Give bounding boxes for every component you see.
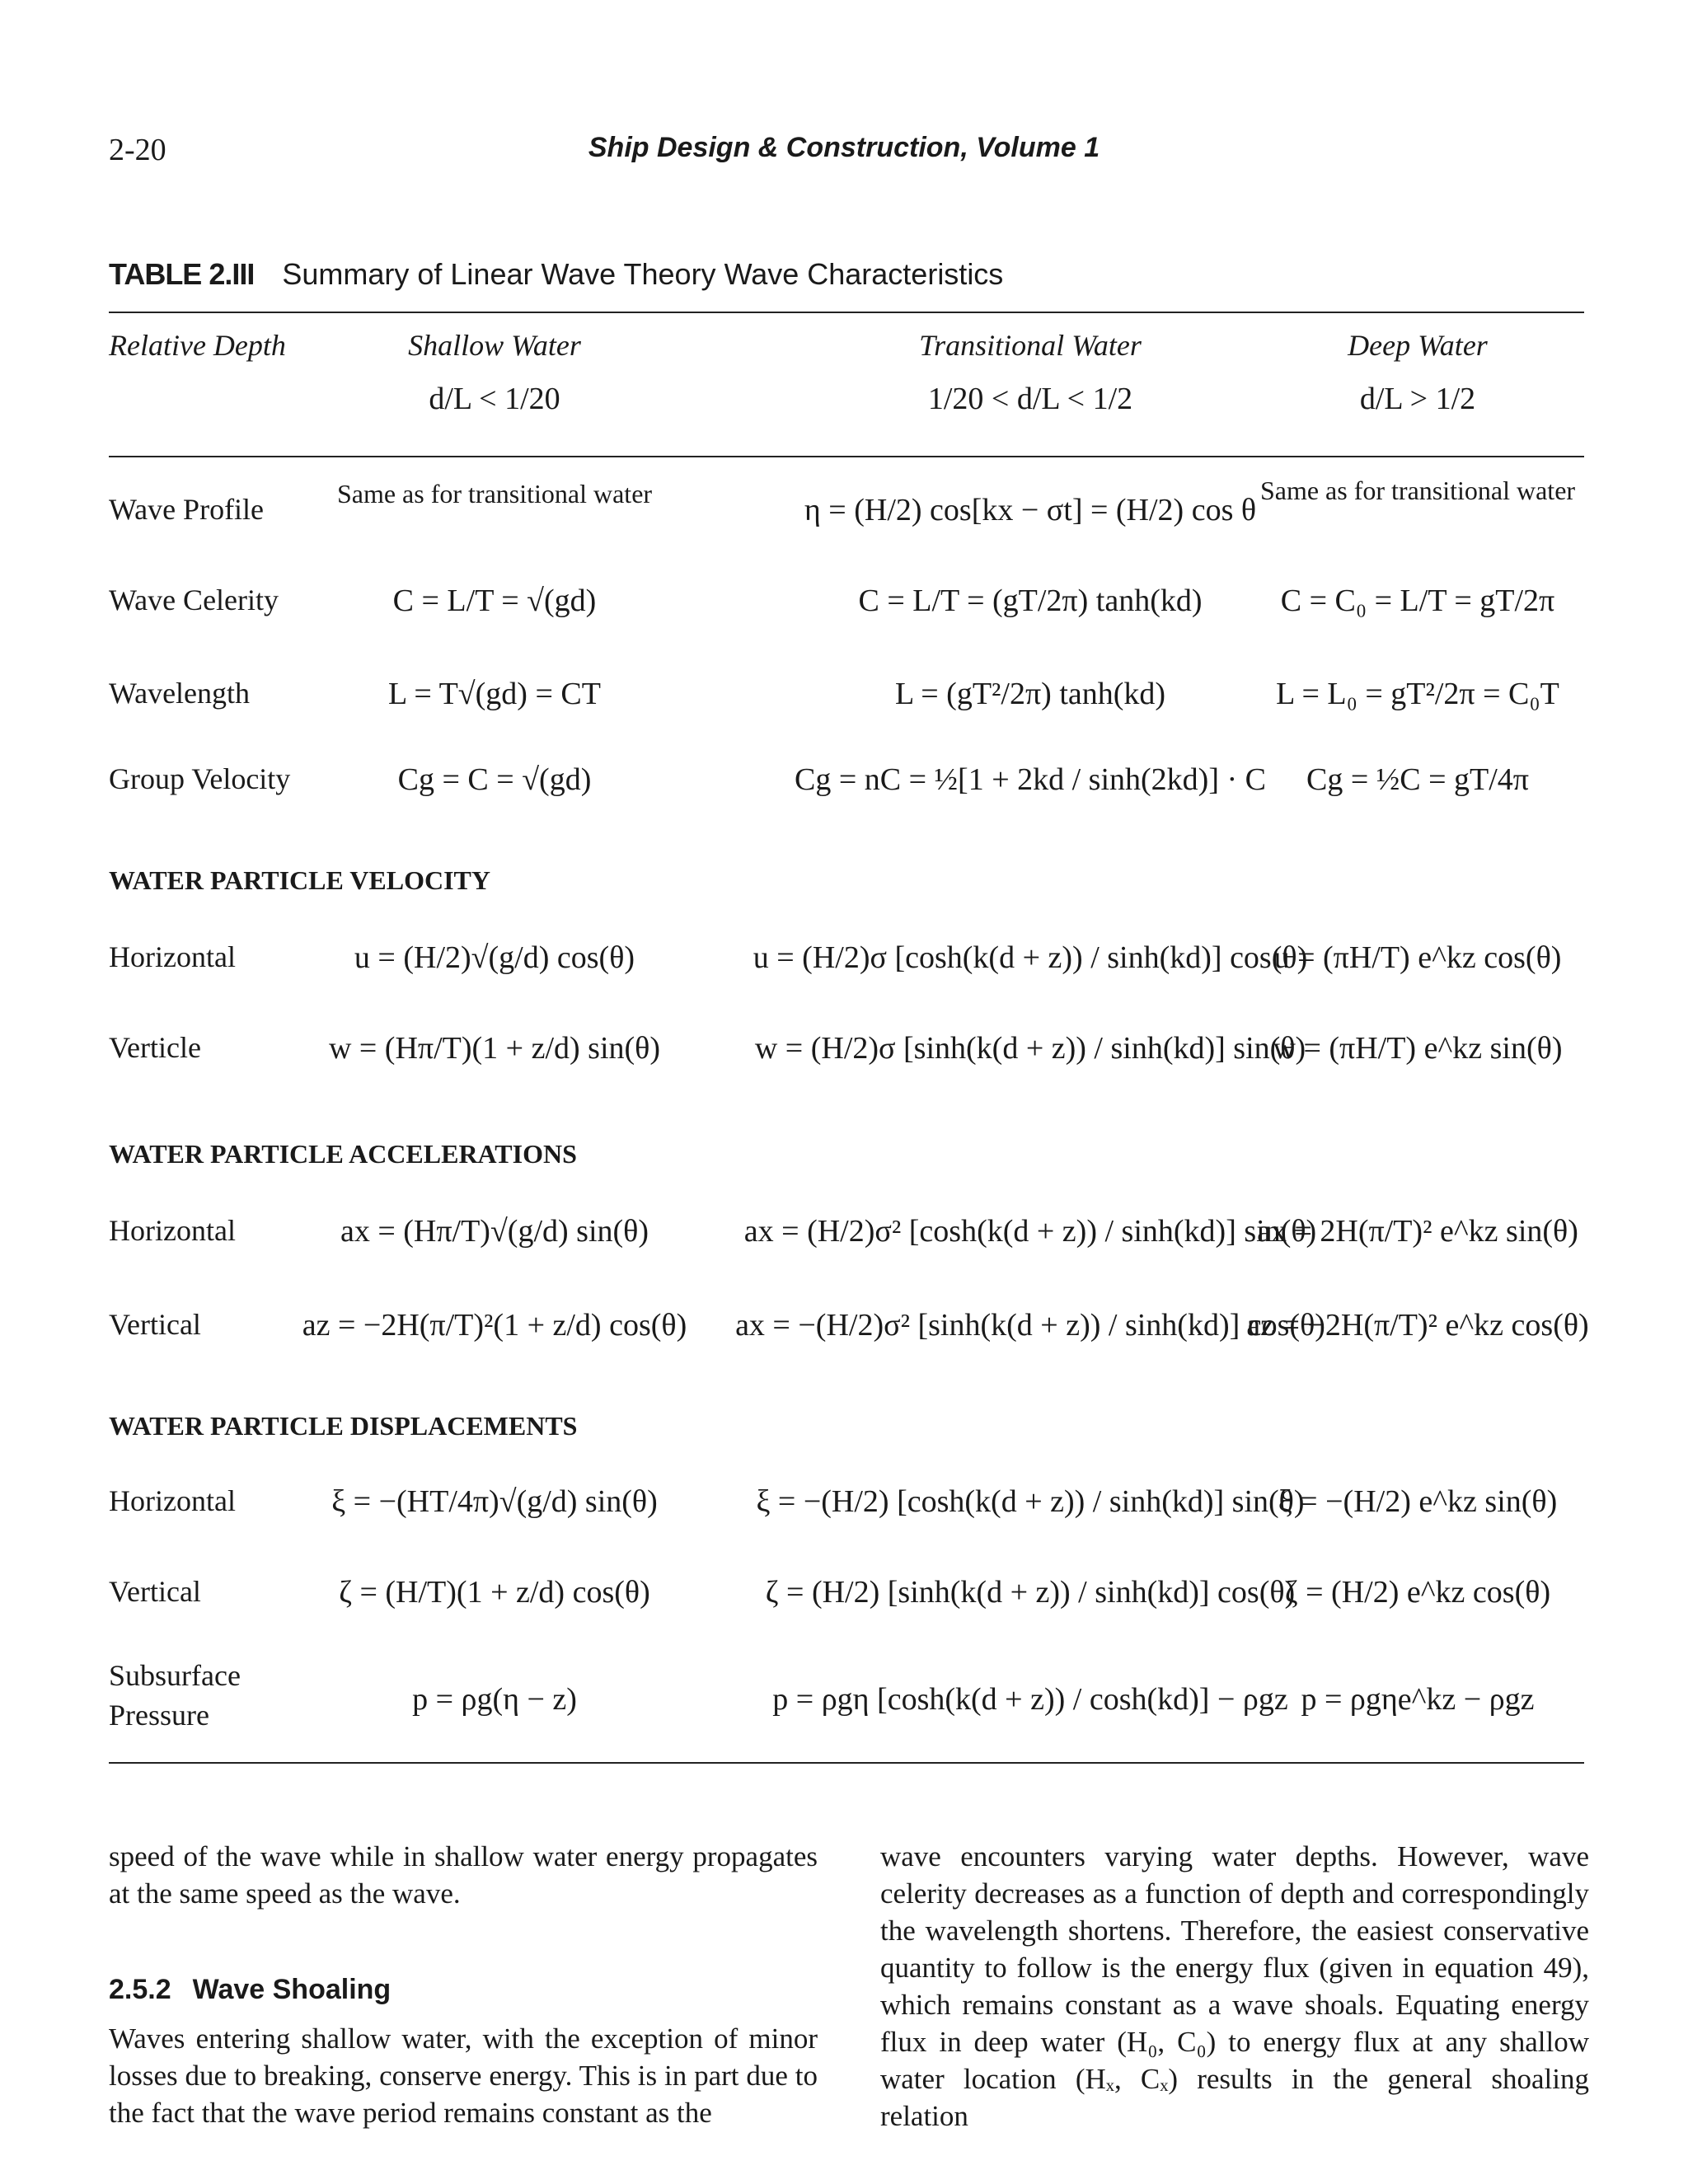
row-label-pressure-line2: Pressure (109, 1699, 209, 1732)
disp-vertical-deep: ζ = (H/2) e^kz cos(θ) (1284, 1575, 1551, 1610)
body-paragraph: speed of the wave while in shallow water energy propagates at the same speed as the wave. (109, 1840, 818, 1910)
velocity-horizontal-deep: u = (πH/T) e^kz cos(θ) (1273, 940, 1562, 975)
wave-profile-deep: Same as for transitional water (1259, 476, 1576, 505)
accel-horizontal-deep: ax = 2H(π/T)² e^kz sin(θ) (1257, 1214, 1578, 1249)
velocity-vertical-deep: w = (πH/T) e^kz sin(θ) (1273, 1031, 1563, 1066)
row-label-wave-profile: Wave Profile (109, 493, 265, 526)
row-label-disp-vertical: Vertical (109, 1575, 201, 1608)
wavelength-deep: L = L₀ = gT²/2π = C₀T (1276, 677, 1559, 711)
wavelength-transitional: L = (gT²/2π) tanh(kd) (894, 677, 1166, 711)
col-head-deep: Deep Water (1348, 329, 1488, 362)
body-left-column (109, 1838, 818, 2131)
table-title: Summary of Linear Wave Theory Wave Characteristics (282, 257, 1004, 291)
wave-celerity-transitional: C = L/T = (gT/2π) tanh(kd) (858, 583, 1203, 618)
pressure-shallow: p = ρg(η − z) (412, 1682, 577, 1717)
body-paragraph: Waves entering shallow water, with the exception of minor losses due to breaking, conserve energy. This is in part due to the fact that the wave period remains constant as the (109, 2022, 818, 2129)
col-head-relative-depth: Relative Depth (109, 329, 286, 362)
group-velocity-deep: Cg = ½C = gT/4π (1306, 762, 1529, 797)
disp-horizontal-shallow: ξ = −(HT/4π)√(g/d) sin(θ) (331, 1484, 658, 1519)
table-number: TABLE 2.III (109, 257, 255, 291)
disp-horizontal-transitional: ξ = −(H/2) [cosh(k(d + z)) / sinh(kd)] sin(θ) (756, 1484, 1305, 1519)
running-title: Ship Design & Construction, Volume 1 (588, 132, 1100, 163)
row-label-pressure-line1: Subsurface (109, 1659, 241, 1692)
accel-vertical-transitional: ax = −(H/2)σ² [sinh(k(d + z)) / sinh(kd)] cos(θ) (735, 1308, 1325, 1343)
table-header-rule (109, 456, 1584, 457)
accel-horizontal-transitional: ax = (H/2)σ² [cosh(k(d + z)) / sinh(kd)] sin(θ) (743, 1214, 1317, 1249)
disp-vertical-shallow: ζ = (H/T)(1 + z/d) cos(θ) (339, 1575, 650, 1610)
row-label-disp-horizontal: Horizontal (109, 1484, 236, 1517)
velocity-horizontal-transitional: u = (H/2)σ [cosh(k(d + z)) / sinh(kd)] cos(θ) (753, 940, 1308, 975)
wave-profile-transitional: η = (H/2) cos[kx − σt] = (H/2) cos θ (804, 493, 1257, 527)
group-velocity-shallow: Cg = C = √(gd) (397, 762, 592, 797)
section-accelerations: WATER PARTICLE ACCELERATIONS (109, 1139, 577, 1169)
velocity-horizontal-shallow: u = (H/2)√(g/d) cos(θ) (354, 940, 635, 975)
criteria-transitional: 1/20 < d/L < 1/2 (927, 382, 1133, 416)
wave-celerity-deep: C = C₀ = L/T = gT/2π (1280, 583, 1555, 618)
disp-vertical-transitional: ζ = (H/2) [sinh(k(d + z)) / sinh(kd)] cos(θ) (765, 1575, 1296, 1610)
disp-horizontal-deep: ξ = −(H/2) e^kz sin(θ) (1278, 1484, 1558, 1519)
accel-horizontal-shallow: ax = (Hπ/T)√(g/d) sin(θ) (340, 1214, 649, 1249)
table-bottom-rule (109, 1762, 1584, 1764)
accel-vertical-shallow: az = −2H(π/T)²(1 + z/d) cos(θ) (302, 1308, 687, 1343)
row-label-velocity-horizontal: Horizontal (109, 940, 236, 973)
wave-celerity-shallow: C = L/T = √(gd) (392, 583, 597, 618)
criteria-shallow: d/L < 1/20 (429, 382, 560, 416)
section-velocity: WATER PARTICLE VELOCITY (109, 865, 490, 895)
row-label-wave-celerity: Wave Celerity (109, 583, 279, 616)
velocity-vertical-shallow: w = (Hπ/T)(1 + z/d) sin(θ) (328, 1031, 661, 1066)
section-displacements: WATER PARTICLE DISPLACEMENTS (109, 1411, 578, 1441)
row-label-wavelength: Wavelength (109, 677, 251, 710)
wave-profile-shallow: Same as for transitional water (336, 479, 653, 509)
row-label-accel-horizontal: Horizontal (109, 1214, 236, 1247)
section-number: 2.5.2 (109, 1974, 171, 2005)
group-velocity-transitional: Cg = nC = ½[1 + 2kd / sinh(2kd)] · C (794, 762, 1266, 797)
row-label-accel-vertical: Vertical (109, 1308, 201, 1341)
section-title: Wave Shoaling (192, 1974, 392, 2005)
section-heading (109, 1971, 818, 2008)
criteria-deep: d/L > 1/2 (1359, 382, 1476, 416)
velocity-vertical-transitional: w = (H/2)σ [sinh(k(d + z)) / sinh(kd)] sin(θ) (754, 1031, 1306, 1066)
pressure-transitional: p = ρgη [cosh(k(d + z)) / cosh(kd)] − ρgz (772, 1682, 1288, 1717)
page-number: 2-20 (109, 133, 166, 167)
accel-vertical-deep: az = −2H(π/T)² e^kz cos(θ) (1246, 1308, 1589, 1343)
pressure-deep: p = ρgηe^kz − ρgz (1301, 1682, 1535, 1717)
col-head-shallow: Shallow Water (408, 329, 581, 362)
table-top-rule (109, 312, 1584, 313)
col-head-transitional: Transitional Water (919, 329, 1142, 362)
table-caption (109, 257, 1003, 292)
body-paragraph: wave encounters varying water depths. However, wave celerity decreases as a function of depth and correspondingly the wavelength shortens. Therefore, the easiest conservative quantity to follow is the energy flux (given in equation 49), which remains constant as a wave shoals. Equating energy flux in deep water (H₀, C₀) to energy flux at any shallow water location (Hₓ, Cₓ) results in the general shoaling relation (880, 1840, 1589, 2132)
body-right-column (880, 1838, 1589, 2135)
wavelength-shallow: L = T√(gd) = CT (388, 677, 601, 711)
row-label-velocity-vertical: Verticle (109, 1031, 201, 1064)
row-label-group-velocity: Group Velocity (109, 762, 291, 795)
